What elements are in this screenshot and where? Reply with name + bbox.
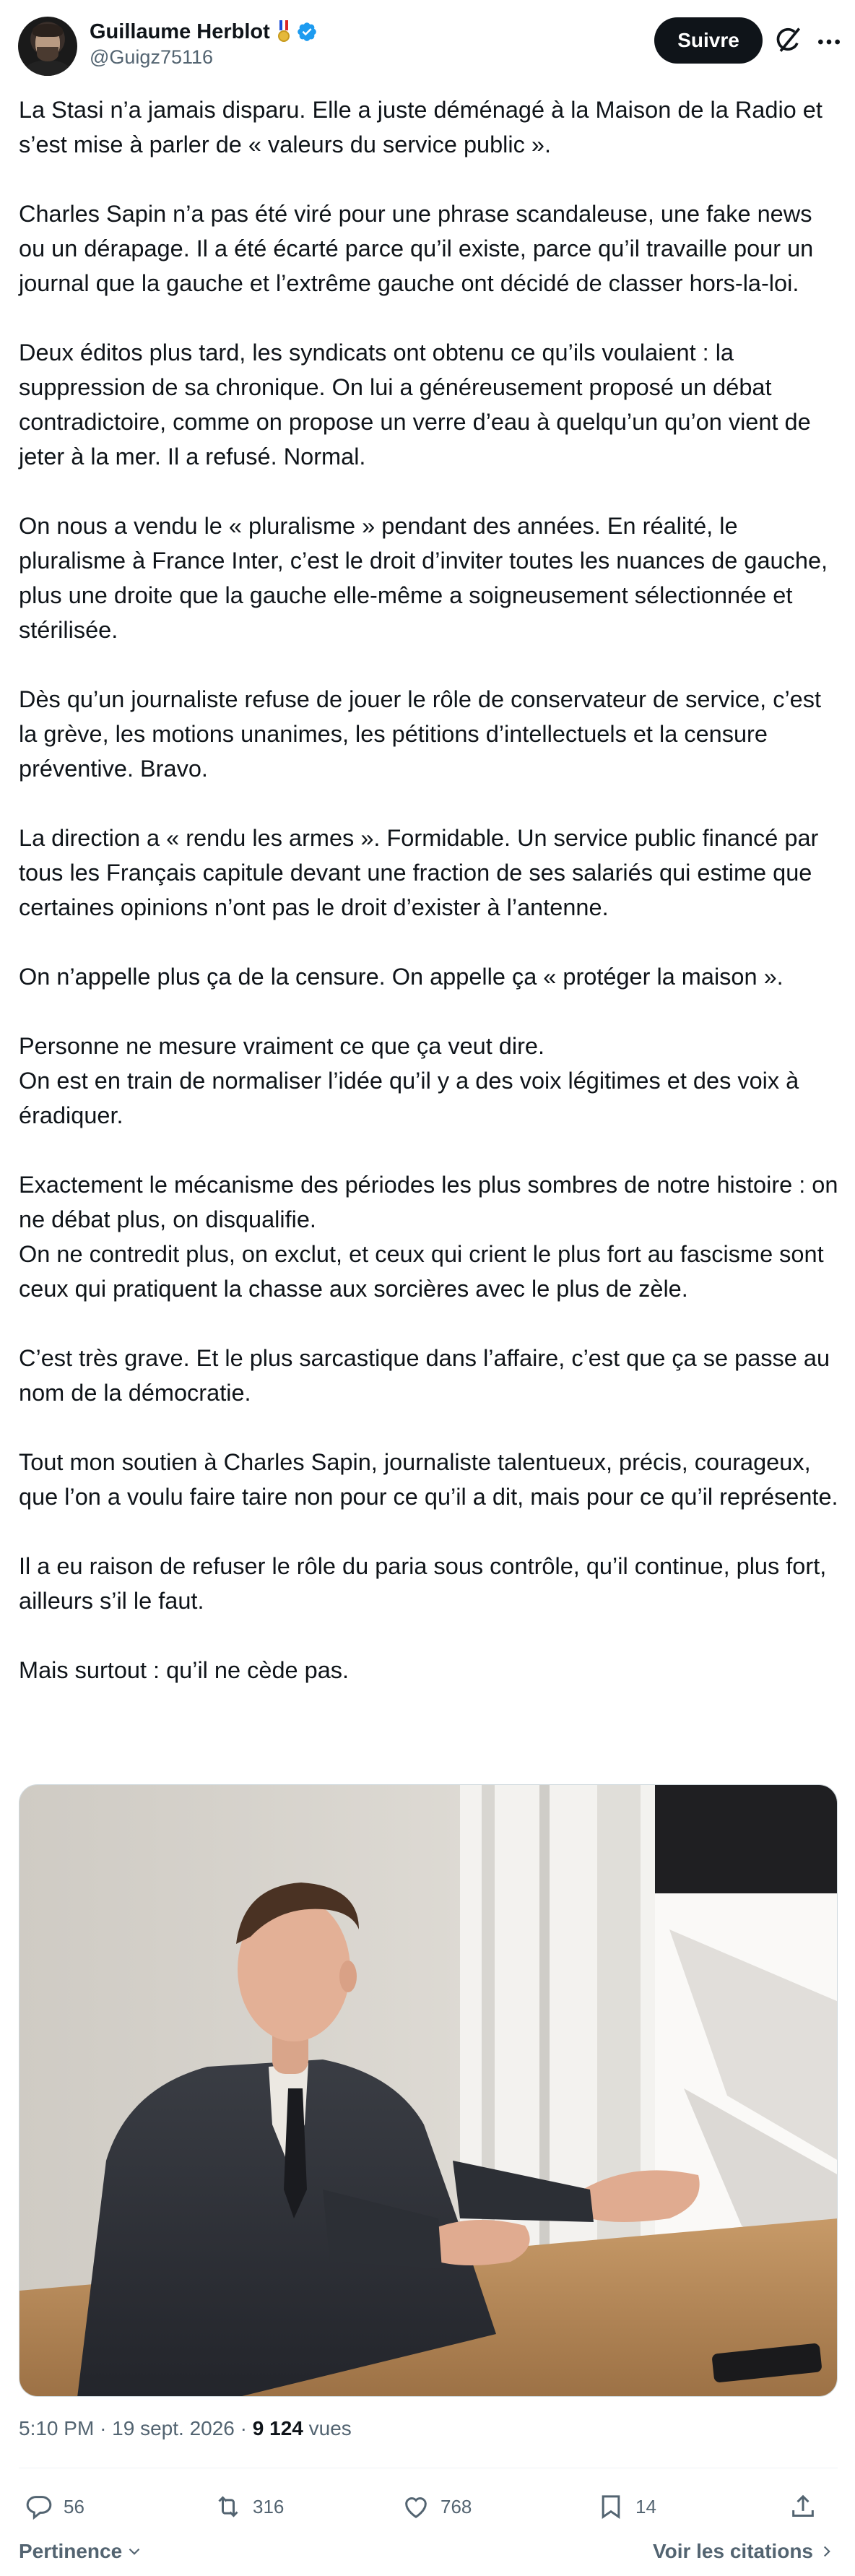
author-name-row[interactable] [90, 17, 318, 46]
tweet-paragraph: C’est très grave. Et le plus sarcastique dans l’affaire, c’est que ça se passe au nom de la démocratie. [19, 1345, 830, 1406]
chevron-right-icon [817, 2542, 836, 2561]
tweet-paragraph: La Stasi n’a jamais disparu. Elle a juste déménagé à la Maison de la Radio et s’est mise à parler de « valeurs du service public ». [19, 97, 823, 157]
replies-bar [0, 2533, 855, 2576]
tweet-paragraph: Tout mon soutien à Charles Sapin, journaliste talentueux, précis, courageux, que l’on a voulu faire taire non pour ce qu’il a dit, mais pour ce qu’il représente. [19, 1449, 838, 1510]
meta-separator: · [240, 2417, 247, 2439]
chevron-down-icon [125, 2542, 144, 2561]
views-count: 9 124 [252, 2417, 303, 2439]
tweet-meta [19, 2417, 352, 2440]
repost-icon [214, 2492, 243, 2521]
medal-icon [277, 20, 290, 43]
bookmark-icon [596, 2492, 625, 2521]
tweet-header [0, 0, 855, 87]
tweet-paragraph: Charles Sapin n’a pas été viré pour une phrase scandaleuse, une fake news ou un dérapage. Il a été écarté parce qu’il existe, parce qu’il travaille pour un journal que la gauche et l’extrême gauche ont décidé de classer hors-la-loi. [19, 201, 814, 296]
repost-count: 316 [253, 2495, 285, 2517]
author-display-name[interactable]: Guillaume Herblot [90, 20, 270, 43]
views-label: vues [308, 2417, 352, 2439]
follow-button[interactable]: Suivre [654, 17, 763, 64]
repost-button[interactable] [214, 2485, 284, 2528]
reply-icon [25, 2492, 53, 2521]
like-count: 768 [440, 2495, 472, 2517]
sort-label: Pertinence [19, 2540, 123, 2562]
reply-button[interactable] [25, 2485, 84, 2528]
tweet-paragraph: On nous a vendu le « pluralisme » pendant des années. En réalité, le pluralisme à France Inter, c’est le droit d’inviter toutes les nuances de gauche, plus une droite que la gauche elle-même a soigneusement sélectionnée et stérilisée. [19, 513, 828, 643]
sort-dropdown[interactable] [19, 2540, 144, 2563]
view-quotes-link[interactable] [653, 2540, 836, 2563]
like-button[interactable] [402, 2485, 472, 2528]
heart-icon [402, 2492, 430, 2521]
meta-separator: · [100, 2417, 107, 2439]
photo-illustration [19, 1785, 838, 2397]
bookmark-button[interactable] [596, 2485, 656, 2528]
verified-icon[interactable] [296, 21, 318, 43]
grok-icon[interactable] [773, 25, 804, 56]
reply-count: 56 [64, 2495, 84, 2517]
action-bar [0, 2485, 855, 2528]
tweet-paragraph: Exactement le mécanisme des périodes les plus sombres de notre histoire : on ne débat plus, on disqualifie. On ne contredit plus, on exclut, et ceux qui crient le plus fort au fascisme sont ceux qui pratiquent la chasse aux sorcières avec le plus de zèle. [19, 1172, 838, 1302]
tweet-text [19, 92, 842, 1687]
more-icon[interactable] [815, 27, 843, 56]
author-handle[interactable]: @Guigz75116 [90, 46, 214, 68]
tweet-paragraph: On n’appelle plus ça de la censure. On appelle ça « protéger la maison ». [19, 964, 784, 990]
quotes-label: Voir les citations [653, 2540, 813, 2562]
tweet-date[interactable]: 19 sept. 2026 [112, 2417, 235, 2439]
bookmark-count: 14 [635, 2495, 656, 2517]
tweet-paragraph: Mais surtout : qu’il ne cède pas. [19, 1657, 350, 1683]
tweet-paragraph: Personne ne mesure vraiment ce que ça veut dire. On est en train de normaliser l’idée qu’il y a des voix légitimes et des voix à éradiquer. [19, 1033, 799, 1128]
tweet-time[interactable]: 5:10 PM [19, 2417, 95, 2439]
avatar[interactable] [18, 17, 77, 76]
tweet-paragraph: Deux éditos plus tard, les syndicats ont obtenu ce qu’ils voulaient : la suppression de sa chronique. On lui a généreusement proposé un débat contradictoire, comme on propose un verre d’eau à quelqu’un qu’on vient de jeter à la mer. Il a refusé. Normal. [19, 340, 811, 470]
tweet-paragraph: Dès qu’un journaliste refuse de jouer le rôle de conservateur de service, c’est la grève, les motions unanimes, les pétitions d’intellectuels et la censure préventive. Bravo. [19, 686, 822, 782]
tweet-photo[interactable] [19, 1784, 838, 2397]
tweet-paragraph: La direction a « rendu les armes ». Formidable. Un service public financé par tous les Français capitule devant une fraction de ses salariés qui estime que certaines opinions n’ont pas le droit d’exister à l’antenne. [19, 825, 819, 920]
share-icon [789, 2492, 817, 2521]
tweet-paragraph: Il a eu raison de refuser le rôle du paria sous contrôle, qu’il continue, plus fort, ailleurs s’il le faut. [19, 1553, 827, 1614]
share-button[interactable] [789, 2485, 828, 2528]
